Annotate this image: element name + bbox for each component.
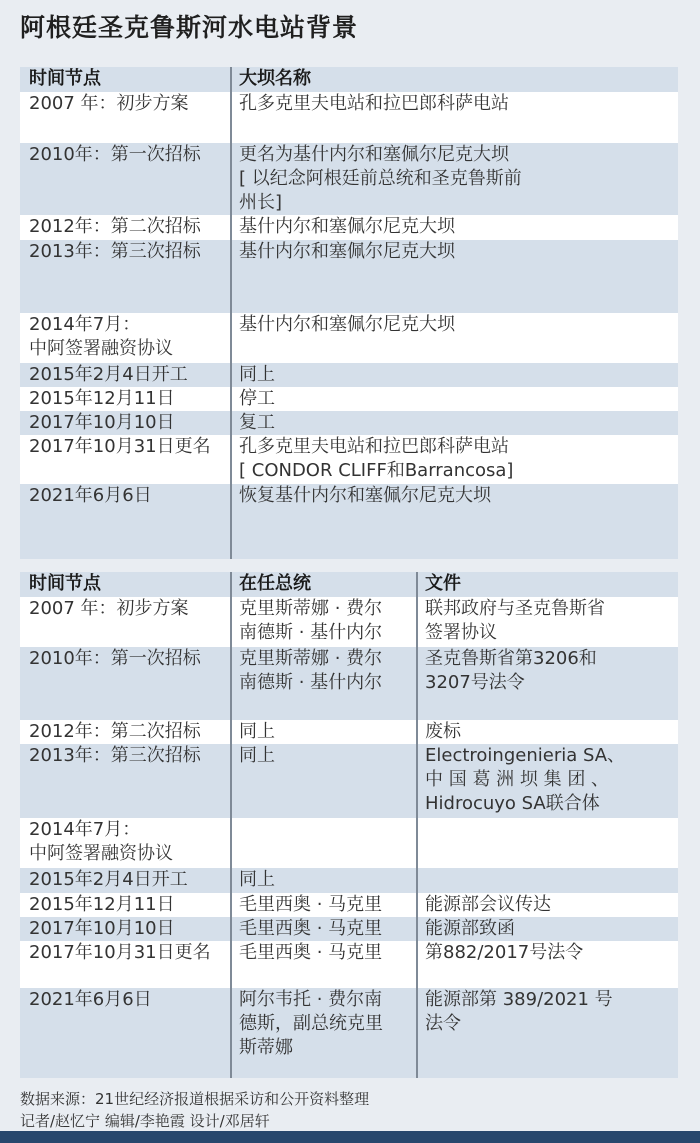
column-header: 时间节点: [29, 68, 101, 89]
table-cell: [416, 868, 678, 893]
table-cell: 2015年2月4日开工: [29, 869, 188, 890]
table-row: [20, 818, 678, 868]
table-cell: 克里斯蒂娜 · 费尔 南德斯 · 基什内尔: [239, 648, 383, 693]
column-header: 时间节点: [29, 573, 101, 594]
table-cell: 联邦政府与圣克鲁斯省 签署协议: [425, 598, 605, 643]
table-cell: 同上: [239, 869, 275, 890]
table-row: [20, 313, 678, 363]
table-cell: 同上: [239, 721, 275, 742]
table-cell: 第882/2017号法令: [425, 942, 584, 963]
column-header: 文件: [425, 573, 461, 594]
table-header-row: [20, 572, 678, 597]
table-cell: 2007 年：初步方案: [29, 598, 189, 619]
table-cell: 基什内尔和塞佩尔尼克大坝: [239, 314, 455, 335]
table-row: [20, 597, 678, 647]
table-cell: 2017年10月31日更名: [29, 942, 211, 963]
table-cell: 更名为基什内尔和塞佩尔尼克大坝 [ 以纪念阿根廷前总统和圣克鲁斯前 州长]: [239, 144, 522, 213]
table-cell: 2015年12月11日: [29, 894, 175, 915]
column-header: 在任总统: [239, 573, 311, 594]
table-row: [20, 744, 678, 818]
table-row: [20, 411, 678, 435]
table-cell: 孔多克里夫电站和拉巴郎科萨电站: [239, 93, 509, 114]
table-row: [20, 215, 678, 240]
table-cell: 2014年7月： 中阿签署融资协议: [29, 314, 173, 359]
table-cell: 能源部第 389/2021 号 法令: [425, 989, 613, 1034]
source-note: 数据来源：21世纪经济报道根据采访和公开资料整理: [20, 1090, 370, 1108]
page-title: 阿根廷圣克鲁斯河水电站背景: [20, 13, 359, 42]
table-cell: [416, 818, 678, 868]
table-cell: 能源部致函: [425, 918, 515, 939]
table-row: [20, 917, 678, 941]
table-cell: 2010年：第一次招标: [29, 648, 201, 669]
table-row: [20, 484, 678, 559]
table-row: [20, 893, 678, 917]
table-cell: 废标: [425, 721, 461, 742]
table-cell: 复工: [239, 412, 275, 433]
column-divider: [230, 67, 232, 559]
table-cell: 2017年10月31日更名: [29, 436, 211, 457]
table-row: [20, 868, 678, 893]
table-cell: 2017年10月10日: [29, 412, 175, 433]
column-divider: [230, 572, 232, 1078]
table-cell: Electroingenieria SA、 中 国 葛 洲 坝 集 团 、 Hidrocuyo SA联合体: [425, 745, 626, 814]
table-cell: 能源部会议传达: [425, 894, 551, 915]
bottom-bar: [0, 1131, 700, 1143]
table-cell: 2012年：第二次招标: [29, 721, 201, 742]
table-cell: 毛里西奥 · 马克里: [239, 942, 383, 963]
table-row: [20, 387, 678, 411]
credits-note: 记者/赵忆宁 编辑/李艳霞 设计/邓居轩: [20, 1112, 270, 1130]
table-row: [20, 363, 678, 387]
table-row: [20, 941, 678, 988]
column-divider: [416, 572, 418, 1078]
table-cell: 2015年2月4日开工: [29, 364, 188, 385]
table-cell: 2007 年：初步方案: [29, 93, 189, 114]
president-document-table: [20, 572, 678, 1078]
dam-name-table: [20, 67, 678, 559]
table-cell: 阿尔韦托 · 费尔南 德斯，副总统克里 斯蒂娜: [239, 989, 383, 1058]
table-cell: 2013年：第三次招标: [29, 745, 201, 766]
table-cell: 克里斯蒂娜 · 费尔 南德斯 · 基什内尔: [239, 598, 383, 643]
table-cell: 恢复基什内尔和塞佩尔尼克大坝: [239, 485, 491, 506]
column-header: 大坝名称: [239, 68, 311, 89]
table-cell: 2010年：第一次招标: [29, 144, 201, 165]
table-row: [20, 143, 678, 215]
table-cell: 2012年：第二次招标: [29, 216, 201, 237]
table-cell: 基什内尔和塞佩尔尼克大坝: [239, 241, 455, 262]
table-cell: 2015年12月11日: [29, 388, 175, 409]
table-row: [20, 988, 678, 1078]
table-cell: 基什内尔和塞佩尔尼克大坝: [239, 216, 455, 237]
table-cell: 孔多克里夫电站和拉巴郎科萨电站 [ CONDOR CLIFF和Barrancosa]: [239, 436, 514, 481]
table-cell: 毛里西奥 · 马克里: [239, 918, 383, 939]
table-cell: 2013年：第三次招标: [29, 241, 201, 262]
table-cell: 毛里西奥 · 马克里: [239, 894, 383, 915]
table-row: [20, 435, 678, 484]
table-cell: [230, 818, 416, 868]
table-cell: 2014年7月： 中阿签署融资协议: [29, 819, 173, 864]
table-cell: 同上: [239, 745, 275, 766]
table-cell: 2021年6月6日: [29, 485, 152, 506]
table-cell: 2017年10月10日: [29, 918, 175, 939]
table-cell: 圣克鲁斯省第3206和 3207号法令: [425, 648, 597, 693]
table-row: [20, 240, 678, 313]
table-row: [20, 92, 678, 143]
table-row: [20, 720, 678, 744]
table-row: [20, 647, 678, 720]
table-cell: 2021年6月6日: [29, 989, 152, 1010]
table-cell: 停工: [239, 388, 275, 409]
table-cell: 同上: [239, 364, 275, 385]
table-header-row: [20, 67, 678, 92]
